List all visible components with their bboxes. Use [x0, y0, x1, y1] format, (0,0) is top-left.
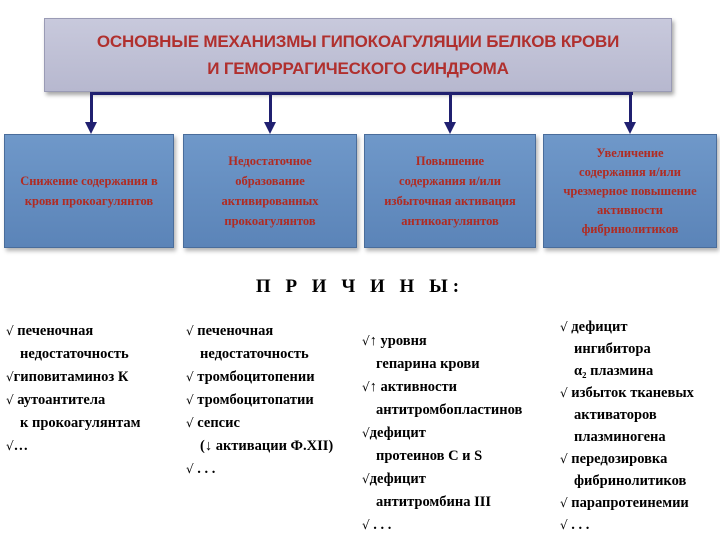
- mechanism-line: фибринолитиков: [581, 221, 679, 236]
- mechanism-line: антикоагулянтов: [401, 214, 499, 228]
- mechanism-line: чрезмерное повышение: [563, 183, 697, 198]
- cause-item: √гиповитаминоз К: [6, 369, 129, 385]
- cause-item-cont: фибринолитиков: [574, 473, 687, 489]
- arrow-down-icon: [444, 122, 456, 134]
- check-icon: √: [6, 324, 14, 338]
- arrow-down-icon: [85, 122, 97, 134]
- check-icon: √: [560, 518, 568, 532]
- mechanism-line: Недостаточное: [228, 154, 312, 168]
- check-icon: √: [362, 334, 370, 348]
- check-icon: √: [186, 462, 194, 476]
- cause-item: √дефицит: [362, 471, 426, 487]
- cause-item: √дефицит: [362, 425, 426, 441]
- cause-item: √…: [6, 438, 29, 454]
- cause-item-cont: недостаточность: [200, 346, 309, 362]
- cause-item-cont: антитромбина III: [376, 494, 492, 510]
- check-icon: √: [362, 518, 370, 532]
- check-icon: √: [186, 370, 194, 384]
- cause-item: √↑ активности: [362, 379, 457, 395]
- mechanism-line: образование: [235, 174, 305, 188]
- check-icon: √: [560, 320, 568, 334]
- cause-item-cont: гепарина крови: [376, 356, 480, 372]
- mechanism-line: Увеличение: [596, 145, 664, 160]
- title-box: [44, 18, 672, 92]
- causes-title: П Р И Ч И Н Ы:: [255, 276, 465, 297]
- causes-column-2: [186, 320, 333, 481]
- check-icon: √: [186, 416, 194, 430]
- check-icon: √: [6, 370, 14, 384]
- check-icon: √: [560, 386, 568, 400]
- connector-line-1: [90, 92, 93, 124]
- causes-column-1: [6, 320, 141, 458]
- mechanism-box-2: [183, 134, 357, 248]
- causes-column-3: [362, 330, 522, 537]
- arrow-down-icon: [624, 122, 636, 134]
- mechanism-line: активированных: [221, 194, 319, 208]
- cause-item-cont: ингибитора: [574, 341, 651, 357]
- causes-column-4: [560, 316, 694, 536]
- cause-item: √ избыток тканевых: [560, 385, 694, 401]
- cause-item: √ печеночная: [186, 323, 274, 339]
- cause-item-cont: α₂ плазмина: [574, 363, 654, 379]
- cause-item: √ передозировка: [560, 451, 668, 467]
- cause-item-cont: активаторов: [574, 407, 657, 423]
- check-icon: √: [186, 324, 194, 338]
- cause-item: √ . . .: [560, 517, 590, 533]
- check-icon: √: [560, 452, 568, 466]
- cause-item-cont: антитромбопластинов: [376, 402, 523, 418]
- cause-item: √ . . .: [186, 461, 216, 477]
- mechanism-line: Повышение: [415, 154, 485, 168]
- mechanism-line: прокоагулянтов: [224, 214, 316, 228]
- connector-line-2: [269, 92, 272, 124]
- title-line-2: И ГЕМОРРАГИЧЕСКОГО СИНДРОМА: [207, 59, 509, 78]
- check-icon: √: [560, 496, 568, 510]
- cause-item-cont: (↓ активации Ф.ХII): [200, 438, 334, 454]
- mechanism-line: активности: [597, 202, 663, 217]
- cause-item: √ сепсис: [186, 415, 240, 431]
- mechanism-line: содержания и/или: [399, 174, 501, 188]
- cause-item-cont: плазминогена: [574, 429, 666, 445]
- mechanism-box-1: [4, 134, 174, 248]
- cause-item: √ . . .: [362, 517, 392, 533]
- connector-line-3: [449, 92, 452, 124]
- cause-item: √ тромбоцитопатии: [186, 392, 314, 408]
- cause-item: √ тромбоцитопении: [186, 369, 315, 385]
- title-line-1: ОСНОВНЫЕ МЕХАНИЗМЫ ГИПОКОАГУЛЯЦИИ БЕЛКОВ КРОВИ: [96, 32, 620, 51]
- cause-item-cont: недостаточность: [20, 346, 129, 362]
- cause-item: √ печеночная: [6, 323, 94, 339]
- connector-bar: [91, 92, 633, 95]
- cause-item-cont: протеинов С и S: [376, 448, 483, 464]
- mechanism-line: Снижение содержания в: [20, 174, 158, 188]
- connector-line-4: [629, 92, 632, 124]
- cause-item: √ парапротеинемии: [560, 495, 689, 511]
- check-icon: √: [6, 393, 14, 407]
- check-icon: √: [362, 426, 370, 440]
- mechanism-box-3: [364, 134, 536, 248]
- mechanism-line: избыточная активация: [384, 194, 516, 208]
- mechanism-box-4: [543, 134, 717, 248]
- cause-item-cont: к прокоагулянтам: [20, 415, 141, 431]
- cause-item: √↑ уровня: [362, 333, 427, 349]
- arrow-down-icon: [264, 122, 276, 134]
- check-icon: √: [362, 380, 370, 394]
- mechanism-line: содержания и/или: [579, 164, 681, 179]
- check-icon: √: [362, 472, 370, 486]
- check-icon: √: [186, 393, 194, 407]
- cause-item: √ дефицит: [560, 319, 628, 335]
- mechanism-line: крови прокоагулянтов: [24, 194, 154, 208]
- check-icon: √: [6, 439, 14, 453]
- cause-item: √ аутоантитела: [6, 392, 106, 408]
